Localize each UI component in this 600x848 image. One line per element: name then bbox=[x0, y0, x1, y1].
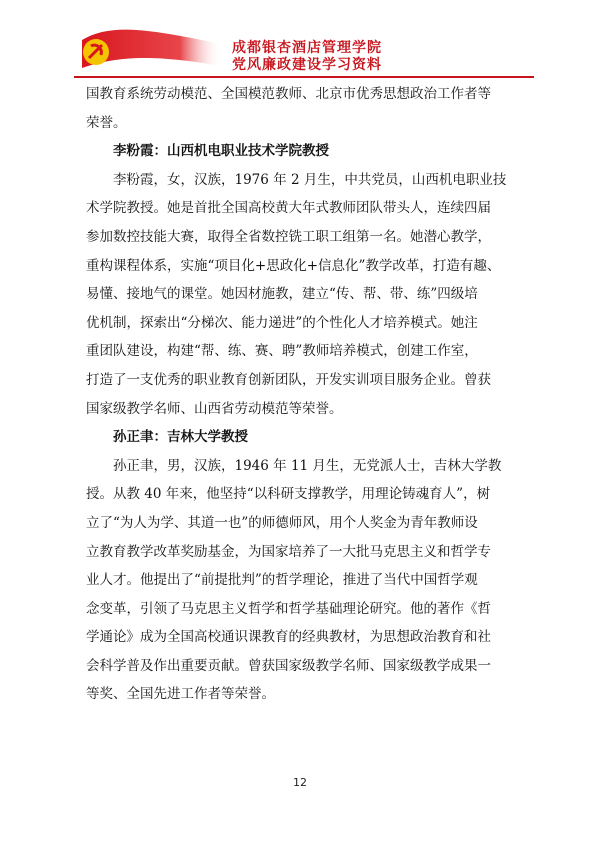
text-line: 授。从教 40 年来，他坚持“以科研支撑教学，用理论铸魂育人”，树 bbox=[86, 486, 491, 503]
section-paragraph-sun-zhengyu bbox=[86, 452, 520, 481]
text-line: 国教育系统劳动模范、全国模范教师、北京市优秀思想政治工作者等 bbox=[86, 86, 491, 102]
text-line: 重团队建设，构建“帮、练、赛、聘”教师培养模式，创建工作室， bbox=[86, 343, 478, 360]
text-line: 等奖、全国先进工作者等荣誉。 bbox=[86, 686, 275, 703]
text-line: 孙正聿，男，汉族，1946 年 11 月生，无党派人士，吉林大学教 bbox=[113, 457, 502, 474]
text-line: 荣誉。 bbox=[86, 114, 127, 131]
text-line: 立了“为人为学、其道一也”的师德师风，用个人奖金为青年教师设 bbox=[86, 514, 478, 531]
section-heading-li-fenxia: 李粉霞：山西机电职业技术学院教授 bbox=[113, 143, 329, 160]
text-line: 优机制，探索出“分梯次、能力递进”的个性化人才培养模式。她注 bbox=[86, 314, 478, 331]
text-line: 会科学普及作出重要贡献。曾获国家级教学名师、国家级教学成果一 bbox=[86, 657, 491, 674]
party-emblem-flag-icon bbox=[72, 10, 222, 76]
document-body bbox=[86, 80, 520, 709]
section-paragraph-li-fenxia-cont bbox=[86, 194, 520, 423]
text-line: 立教育教学改革奖励基金，为国家培养了一大批马克思主义和哲学专 bbox=[86, 543, 491, 560]
text-line: 参加数控技能大赛，取得全省数控铣工职工组第一名。她潜心教学， bbox=[86, 228, 491, 245]
section-heading-sun-zhengyu: 孙正聿：吉林大学教授 bbox=[113, 429, 248, 446]
page-number: 12 bbox=[293, 776, 307, 789]
text-line: 打造了一支优秀的职业教育创新团队，开发实训项目服务企业。曾获 bbox=[86, 371, 491, 388]
header-divider bbox=[74, 76, 534, 78]
section-paragraph-sun-zhengyu-cont bbox=[86, 480, 520, 709]
text-line: 国家级教学名师、山西省劳动模范等荣誉。 bbox=[86, 400, 343, 417]
header-title bbox=[232, 40, 382, 74]
page-header bbox=[0, 0, 600, 80]
intro-paragraph bbox=[86, 80, 520, 137]
text-line: 学通论》成为全国高校通识课教育的经典教材，为思想政治教育和社 bbox=[86, 629, 491, 646]
text-line: 李粉霞，女，汉族，1976 年 2 月生，中共党员，山西机电职业技 bbox=[113, 171, 507, 188]
text-line: 念变革，引领了马克思主义哲学和哲学基础理论研究。他的著作《哲 bbox=[86, 600, 491, 617]
text-line: 业人才。他提出了“前提批判”的哲学理论，推进了当代中国哲学观 bbox=[86, 572, 478, 589]
text-line: 重构课程体系，实施“项目化+思政化+信息化”教学改革，打造有趣、 bbox=[86, 257, 501, 274]
text-line: 术学院教授。她是首批全国高校黄大年式教师团队带头人，连续四届 bbox=[86, 200, 491, 217]
section-paragraph-li-fenxia bbox=[86, 166, 520, 195]
header-title-line1: 成都银杏酒店管理学院 bbox=[232, 40, 382, 56]
text-line: 易懂、接地气的课堂。她因材施教，建立“传、帮、带、练”四级培 bbox=[86, 286, 478, 303]
header-title-line2: 党风廉政建设学习资料 bbox=[232, 57, 382, 73]
